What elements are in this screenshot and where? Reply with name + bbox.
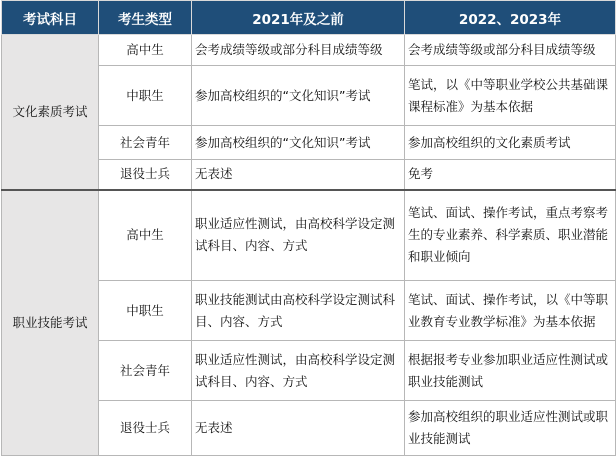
before-cell: 职业技能测试由高校科学设定测试科目、内容、方式 [192,281,405,341]
candidate-type-cell: 高中生 [99,190,192,281]
before-cell: 参加高校组织的“文化知识”考试 [192,66,405,126]
subject-cell: 职业技能考试 [2,190,99,456]
after-cell: 笔试、面试、操作考试，以《中等职业教育专业教学标准》为基本依据 [405,281,616,341]
exam-comparison-table [1,0,616,456]
after-cell: 根据报考专业参加职业适应性测试或职业技能测试 [405,341,616,401]
after-cell: 参加高校组织的文化素质考试 [405,126,616,160]
after-cell: 会考成绩等级或部分科目成绩等级 [405,35,616,66]
subject-cell: 文化素质考试 [2,35,99,190]
table-row [2,190,616,281]
after-cell: 免考 [405,160,616,190]
header-subject: 考试科目 [2,1,99,35]
before-cell: 职业适应性测试，由高校科学设定测试科目、内容、方式 [192,341,405,401]
table-header-row [2,1,616,35]
before-cell: 无表述 [192,160,405,190]
before-cell: 职业适应性测试，由高校科学设定测试科目、内容、方式 [192,190,405,281]
after-cell: 笔试、面试、操作考试，重点考察考生的专业素养、科学素质、职业潜能和职业倾向 [405,190,616,281]
table-row [2,35,616,66]
candidate-type-cell: 退役士兵 [99,401,192,456]
candidate-type-cell: 中职生 [99,281,192,341]
candidate-type-cell: 退役士兵 [99,160,192,190]
after-cell: 笔试，以《中等职业学校公共基础课课程标准》为基本依据 [405,66,616,126]
header-before-2021: 2021年及之前 [192,1,405,35]
header-2022-2023: 2022、2023年 [405,1,616,35]
after-cell: 参加高校组织的职业适应性测试或职业技能测试 [405,401,616,456]
candidate-type-cell: 社会青年 [99,126,192,160]
candidate-type-cell: 中职生 [99,66,192,126]
before-cell: 无表述 [192,401,405,456]
before-cell: 参加高校组织的“文化知识”考试 [192,126,405,160]
before-cell: 会考成绩等级或部分科目成绩等级 [192,35,405,66]
header-candidate-type: 考生类型 [99,1,192,35]
candidate-type-cell: 高中生 [99,35,192,66]
candidate-type-cell: 社会青年 [99,341,192,401]
